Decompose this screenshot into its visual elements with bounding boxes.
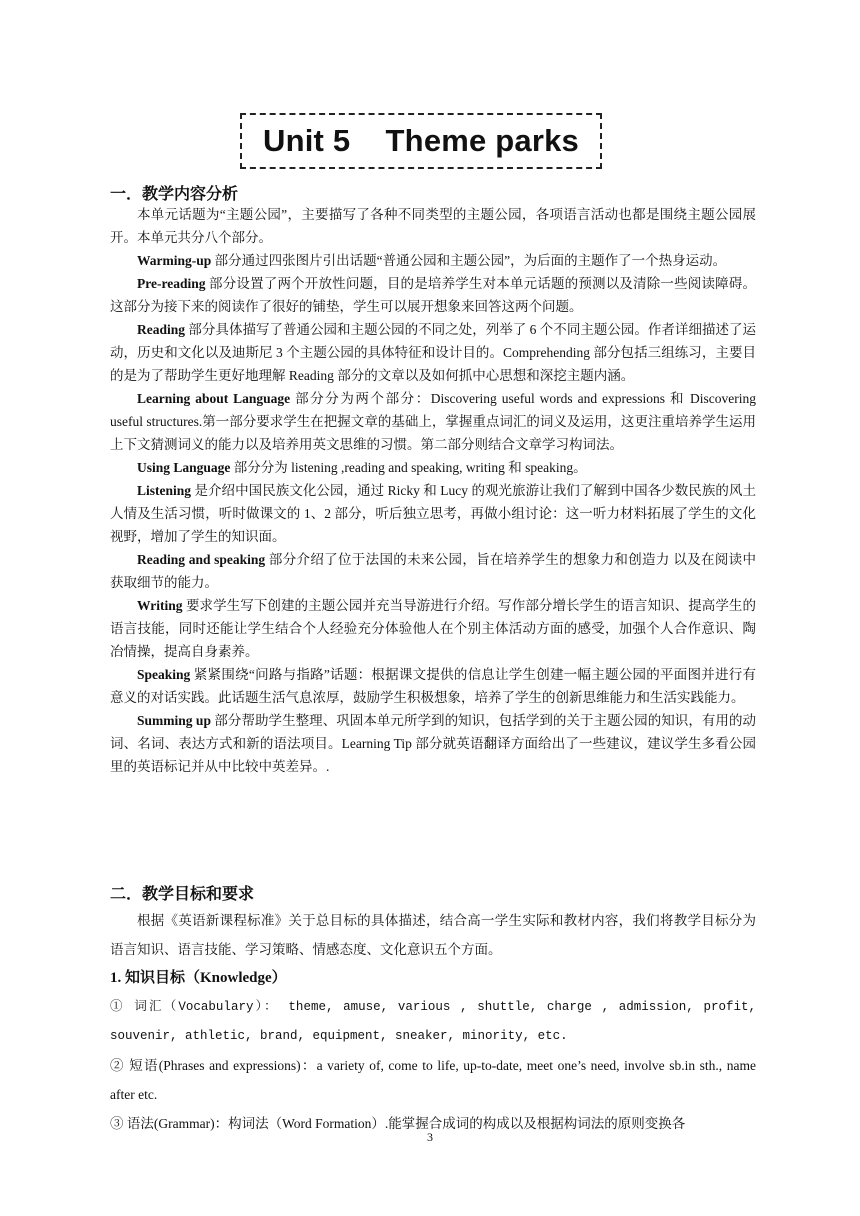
grammar-text: 构词法（Word Formation）.能掌握合成词的构成以及根据构词法的原则变换各: [228, 1116, 686, 1131]
phrases-list: ② 短语(Phrases and expressions)：a variety of, come to life, up-to-date, meet one’s need, involve sb.in sth., name after etc.: [110, 1058, 756, 1102]
paragraph-summing-up: [110, 709, 756, 778]
term-learning-language: Learning about Language: [137, 391, 291, 406]
term-reading: Reading: [137, 322, 186, 337]
paragraph-speaking: [110, 663, 756, 709]
paragraph-listening: [110, 479, 756, 548]
term-listening: Listening: [137, 483, 192, 498]
text-speaking: 紧紧围绕“问路与指路”话题：根据课文提供的信息让学生创建一幅主题公园的平面图并进行有意义的对话实践。此话题生活气息浓厚，鼓励学生积极想象，培养了学生的创新思维能力和生活实践能力。: [110, 667, 756, 705]
term-warming-up: Warming-up: [137, 253, 212, 268]
page-number: 3: [427, 1130, 433, 1144]
term-using-language: Using Language: [137, 460, 231, 475]
text-summing-up: 部分帮助学生整理、巩固本单元所学到的知识，包括学到的关于主题公园的知识，有用的动词、名词、表达方式和新的语法项目。Learning Tip 部分就英语翻译方面给出了一些建议，建议学生多看公园里的英语标记并从中比较中英差异。.: [110, 713, 756, 774]
text-using-language: 部分分为 listening ,reading and speaking, writing 和 speaking。: [230, 460, 587, 475]
section2-heading: 二．教学目标和要求: [110, 886, 255, 903]
text-learning-language: 部分分为两个部分：Discovering useful words and expressions 和 Discovering useful structures.第一部分要求学生在把握文章的基础上，掌握重点词汇的词义及运用，这更注重培养学生运用上下文猜测词义的能力以及培养用英文思维的习惯。第二部分则结合文章学习构词法。: [110, 391, 756, 452]
section1-body: [110, 203, 756, 778]
paragraph-reading-speaking: [110, 548, 756, 594]
text-reading: 部分具体描写了普通公园和主题公园的不同之处，列举了 6 个不同主题公园。作者详细描述了运动，历史和文化以及迪斯尼 3 个主题公园的具体特征和设计目的。Comprehending 部分包括三组练习，主要目的是为了帮助学生更好地理解 Reading 部分的文章以及如何抓中心思想和深挖主题内涵。: [110, 322, 756, 383]
vocabulary-list: ① 词汇（Vocabulary）： theme, amuse, various , shuttle, charge , admission, profit, souvenir, athletic, brand, equipment, sneaker, minority, etc.: [110, 1000, 756, 1043]
text-reading-speaking: 部分介绍了位于法国的未来公园，旨在培养学生的想象力和创造力 以及在阅读中获取细节的能力。: [110, 552, 756, 590]
grammar-label: ③ 语法(Grammar)：: [110, 1116, 229, 1131]
paragraph-intro: 本单元话题为“主题公园”，主要描写了各种不同类型的主题公园，各项语言活动也都是围绕主题公园展开。本单元共分八个部分。: [110, 207, 756, 245]
term-speaking: Speaking: [137, 667, 191, 682]
paragraph-using-language: [110, 456, 756, 479]
paragraph-learning-language: [110, 387, 756, 456]
section2-body: [110, 906, 756, 1138]
paragraph-pre-reading: [110, 272, 756, 318]
paragraph-objectives-intro: 根据《英语新课程标准》关于总目标的具体描述，结合高一学生实际和教材内容，我们将教学目标分为语言知识、语言技能、学习策略、情感态度、文化意识五个方面。: [110, 913, 756, 957]
title-box: [240, 113, 602, 169]
text-pre-reading: 部分设置了两个开放性问题，目的是培养学生对本单元话题的预测以及清除一些阅读障碍。这部分为接下来的阅读作了很好的铺垫，学生可以展开想象来回答这两个问题。: [110, 276, 756, 314]
knowledge-heading: 1. 知识目标（Knowledge）: [110, 970, 287, 986]
text-writing: 要求学生写下创建的主题公园并充当导游进行介绍。写作部分增长学生的语言知识、提高学生的语言技能，同时还能让学生结合个人经验充分体验他人在个别主体活动方面的感受，加强个人合作意识、陶冶情操，提高自身素养。: [110, 598, 756, 659]
section1-heading: 一．教学内容分析: [110, 186, 239, 203]
text-listening: 是介绍中国民族文化公园，通过 Ricky 和 Lucy 的观光旅游让我们了解到中国各少数民族的风土人情及生活习惯，听时做课文的 1、2 部分，听后独立思考，再做小组讨论：这一听力材料拓展了学生的文化视野，增加了学生的知识面。: [110, 483, 756, 544]
paragraph-reading: [110, 318, 756, 387]
text-warming-up: 部分通过四张图片引出话题“普通公园和主题公园”，为后面的主题作了一个热身运动。: [211, 253, 727, 268]
term-writing: Writing: [137, 598, 183, 613]
term-reading-speaking: Reading and speaking: [137, 552, 266, 567]
term-pre-reading: Pre-reading: [137, 276, 206, 291]
term-summing-up: Summing up: [137, 713, 211, 728]
paragraph-warming-up: [110, 249, 756, 272]
unit-title: Unit 5 Theme parks: [262, 123, 580, 158]
paragraph-writing: [110, 594, 756, 663]
